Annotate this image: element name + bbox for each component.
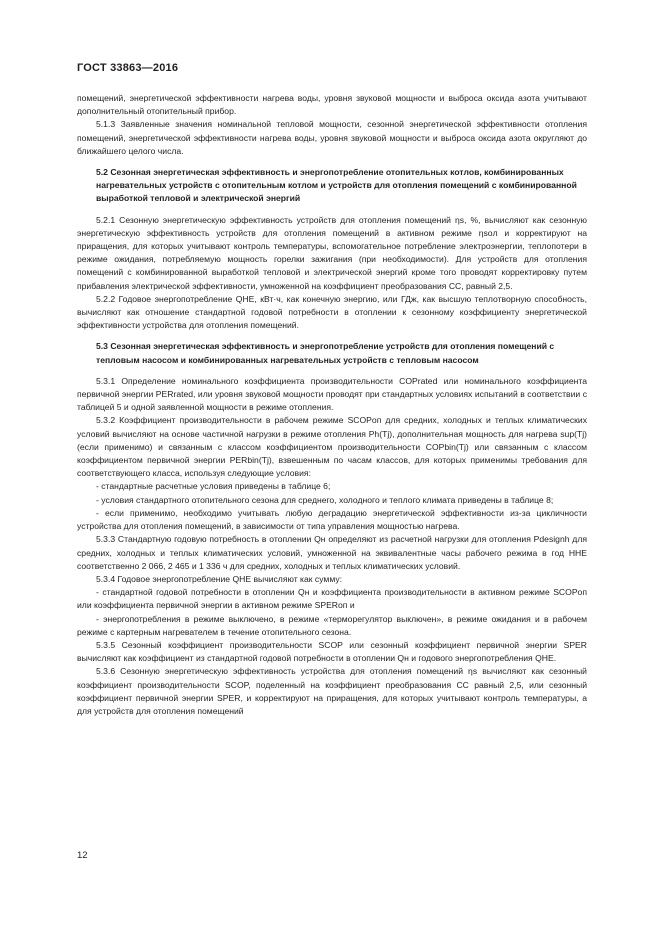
list-item: - энергопотребления в режиме выключено, в режиме «терморегулятор выключен», в режиме ожидания и в рабочем режиме с картерным нагревателем в течение отопительного сезона.	[77, 613, 587, 637]
paragraph-5-3-6: 5.3.6 Сезонную энергетическую эффективность устройства для отопления помещений ηs вычисляют как сезонный коэффициент производительности SCOP, поделенный на коэффициент преобразования СС равный 2,5, или сезонный коэффициент первичной энергии SPER, и корректируют на приращения, для которых учитывают контроль температуры, а для устройств для отопления помещений	[77, 666, 587, 716]
list-item: - стандартные расчетные условия приведены в таблице 6;	[96, 481, 331, 492]
heading-5-3: 5.3 Сезонная энергетическая эффективность и энергопотребление устройств для отопления помещений с тепловым насосом и комбинированных нагревательных устройств с тепловым насосом	[96, 341, 555, 365]
list-item: - условия стандартного отопительного сезона для среднего, холодного и теплого климата приведены в таблице 8;	[96, 494, 554, 505]
list-item: - стандартной годовой потребности в отоплении Qн и коэффициента производительности в активном режиме SCOPоп или коэффициента первичной энергии в активном режиме SPERоп и	[77, 587, 587, 611]
paragraph-5-1-3: 5.1.3 Заявленные значения номинальной тепловой мощности, сезонной энергетической эффективности отопления помещений, энергетической эффективности нагрева воды, уровня звуковой мощности и выброса оксида азота округляют до ближайшего целого числа.	[77, 119, 587, 156]
paragraph-5-3-1: 5.3.1 Определение номинального коэффициента производительности COPrated или номинального коэффициента первичной энергии PERrated, или уровня звуковой мощности проводят при стандартных условиях испытаний в соответствии с таблицей 5 и одной заявленной мощности в режиме отопления.	[77, 375, 587, 413]
paragraph-5-3-2: 5.3.2 Коэффициент производительности в рабочем режиме SCOPоп для средних, холодных и теплых климатических условий вычисляют на основе частичной нагрузки в режиме отопления Ph(Tj), дополнительная мощность для нагрева sup(Tj) (если применимо) и связанным с классом коэффициентом производительности COPbin(Tj) или связанным с классом коэффициентом первичной энергии PERbin(Tj), взвешенным по часам классов, для которых применимы требования для соответствующего класса, используя следующие условия:	[77, 415, 587, 479]
paragraph-5-2-1: 5.2.1 Сезонную энергетическую эффективность устройств для отопления помещений ηs, %, вычисляют как сезонную энергетическую эффективность устройств для отопления помещений в активном режиме ηsoл и корректируют на приращения, для которых учитывают контроль температуры, вспомогательное потребление электроэнергии, теплопотери в режиме ожидания, потребляемую мощность горелки зажигания (при необходимости). Для устройств для отопления помещений с комбинированной выработкой тепловой и электрической энергий кроме того проводят корректировку путем прибавления электрической эффективности, умноженной на коэффициент преобразования СС, равный 2,5.	[77, 214, 587, 291]
heading-5-2: 5.2 Сезонная энергетическая эффективность и энергопотребление отопительных котлов, комбинированных нагревательных устройств с отопительным котлом и устройств для отопления помещений с комбинированной выработкой тепловой и электрической энергий	[96, 167, 577, 204]
list-item: - если применимо, необходимо учитывать любую деградацию энергетической эффективности из-за цикличности устройства для отопления помещений, в зависимости от типа управления мощностью нагрева.	[77, 507, 587, 532]
paragraph-5-2-2: 5.2.2 Годовое энергопотребление QHE, кВт·ч, как конечную энергию, или ГДж, как высшую теплотворную способность, вычисляют как отношение стандартной годовой потребности в отоплении к сезонному коэффициенту энергетической эффективности устройства для отопления помещений.	[77, 293, 587, 331]
page-content	[77, 92, 587, 718]
paragraph-5-3-4: 5.3.4 Годовое энергопотребление QHE вычисляют как сумму:	[96, 573, 343, 584]
paragraph-intro: помещений, энергетической эффективности нагрева воды, уровня звуковой мощности и выброса оксида азота учитывают дополнительный отопительный прибор.	[77, 93, 587, 117]
paragraph-5-3-5: 5.3.5 Сезонный коэффициент производительности SCOP или сезонный коэффициент первичной энергии SPER вычисляют как коэффициент из стандартной годовой потребности в отоплении Qн и годового энергопотребления QHE.	[77, 639, 587, 664]
page-number: 12	[77, 850, 88, 861]
paragraph-5-3-3: 5.3.3 Стандартную годовую потребность в отоплении Qн определяют из расчетной нагрузки для отопления Pdesignh для средних, холодных и теплых климатических условий, умноженной на эквивалентные часы рабочего режима в год HHE соответственно 2 066, 2 465 и 1 336 ч для средних, холодных и теплых климатических условий.	[77, 534, 587, 571]
document-header: ГОСТ 33863—2016	[77, 62, 179, 74]
